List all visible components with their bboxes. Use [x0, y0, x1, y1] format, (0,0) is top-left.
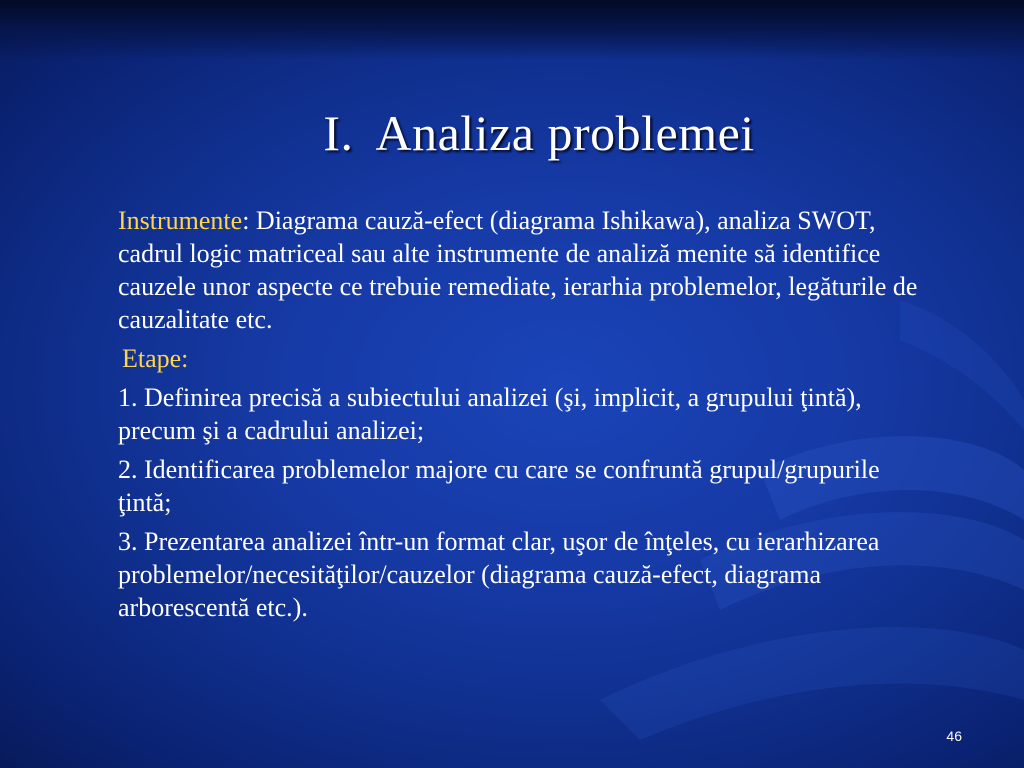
- instrumente-text: : Diagrama cauză-efect (diagrama Ishikawa), analiza SWOT, cadrul logic matriceal sau alte instrumente de analiză menite să identifice cauzele unor aspecte ce trebuie remediate, ierarhia problemelor, legăturile de cauzalitate etc.: [118, 206, 918, 334]
- slide-title: [0, 104, 1024, 162]
- instrumente-label: Instrumente: [118, 206, 243, 235]
- etape-label: Etape:: [122, 344, 189, 373]
- slide-content: [118, 204, 938, 630]
- title-text: Analiza problemei: [375, 105, 755, 161]
- page-number: 46: [946, 728, 962, 744]
- top-dark-band: [0, 0, 1024, 60]
- title-number: I.: [323, 105, 354, 161]
- step-item: 2. Identificarea problemelor majore cu care se confruntă grupul/grupurile ţintă;: [118, 455, 880, 517]
- instrumente-paragraph: [118, 204, 938, 336]
- step-item: 3. Prezentarea analizei într-un format clar, uşor de înţeles, cu ierarhizarea problemelor/necesităţilor/cauzelor (diagrama cauză-efect, diagrama arborescentă etc.).: [118, 527, 880, 622]
- step-item: 1. Definirea precisă a subiectului analizei (şi, implicit, a grupului ţintă), precum şi a cadrului analizei;: [118, 383, 862, 445]
